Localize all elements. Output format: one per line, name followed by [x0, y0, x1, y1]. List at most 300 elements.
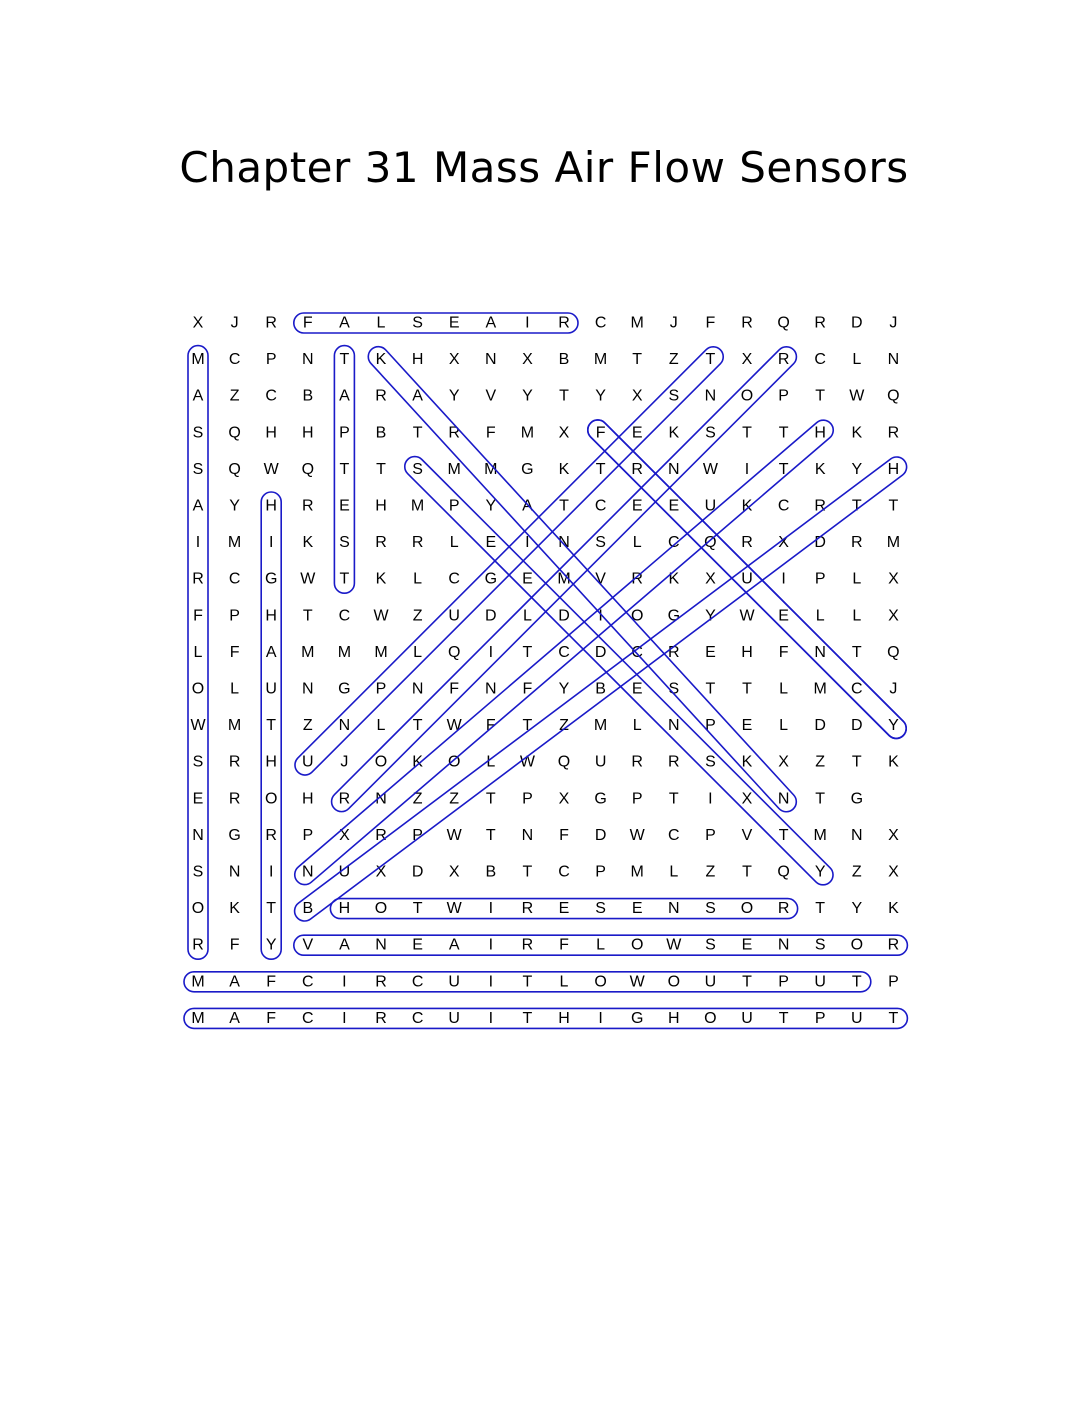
- grid-letter: Z: [229, 387, 240, 405]
- grid-letter: T: [778, 1009, 789, 1027]
- grid-letter: T: [851, 643, 862, 661]
- grid-letter: Q: [301, 460, 315, 478]
- grid-letter: H: [338, 900, 351, 918]
- grid-letter: B: [302, 900, 314, 918]
- grid-letter: S: [668, 387, 680, 405]
- grid-row: [191, 973, 898, 990]
- grid-letter: E: [668, 497, 680, 515]
- grid-letter: E: [631, 424, 643, 442]
- grid-letter: K: [412, 753, 423, 771]
- grid-letter: E: [412, 936, 423, 954]
- grid-letter: E: [522, 570, 533, 588]
- grid-letter: O: [704, 1009, 717, 1027]
- grid-letter: I: [195, 534, 201, 552]
- grid-letter: T: [266, 900, 277, 918]
- grid-letter: U: [704, 497, 717, 515]
- grid-letter: K: [302, 534, 314, 552]
- grid-letter: G: [338, 680, 351, 698]
- grid-letter: A: [229, 973, 240, 991]
- grid-letter: W: [373, 607, 389, 625]
- grid-letter: D: [558, 607, 570, 625]
- grid-letter: O: [740, 900, 754, 918]
- grid-letter: L: [815, 607, 825, 625]
- page-title: Chapter 31 Mass Air Flow Sensors: [179, 143, 909, 192]
- grid-letter: O: [191, 680, 205, 698]
- grid-letter: Z: [851, 863, 862, 881]
- grid-letter: H: [814, 424, 826, 442]
- grid-letter: P: [302, 826, 314, 844]
- grid-letter: C: [265, 387, 277, 405]
- grid-letter: P: [705, 826, 716, 844]
- grid-letter: Z: [412, 790, 423, 808]
- grid-letter: R: [265, 314, 277, 332]
- grid-letter: C: [851, 680, 863, 698]
- grid-letter: P: [339, 424, 350, 442]
- grid-letter: E: [705, 643, 716, 661]
- grid-letter: F: [595, 424, 606, 442]
- grid-letter: N: [302, 863, 314, 881]
- grid-letter: L: [632, 717, 642, 735]
- grid-letter: F: [193, 607, 203, 625]
- grid-letter: Y: [851, 900, 863, 918]
- grid-letter: L: [852, 570, 862, 588]
- grid-letter: Y: [814, 863, 826, 881]
- grid-letter: H: [265, 424, 277, 442]
- grid-letter: R: [668, 753, 680, 771]
- grid-letter: R: [375, 826, 387, 844]
- grid-letter: H: [887, 460, 900, 478]
- grid-letter: F: [229, 643, 240, 661]
- grid-letter: N: [777, 936, 790, 954]
- grid-letter: A: [339, 387, 350, 405]
- grid-letter: E: [631, 900, 643, 918]
- grid-letter: X: [448, 351, 460, 369]
- grid-letter: X: [558, 790, 570, 808]
- grid-letter: X: [888, 570, 899, 588]
- grid-letter: M: [813, 680, 827, 698]
- grid-letter: K: [741, 753, 753, 771]
- grid-letter: I: [488, 1009, 494, 1027]
- grid-letter: W: [300, 570, 316, 588]
- grid-letter: X: [705, 570, 716, 588]
- grid-letter: L: [852, 607, 862, 625]
- grid-letter: D: [594, 826, 607, 844]
- grid-letter: R: [777, 900, 790, 918]
- grid-letter: G: [850, 790, 864, 808]
- grid-letter: M: [227, 534, 242, 552]
- grid-letter: L: [486, 753, 496, 771]
- grid-letter: R: [741, 534, 753, 552]
- grid-letter: K: [814, 460, 826, 478]
- grid-letter: H: [302, 424, 314, 442]
- grid-row: [193, 790, 863, 807]
- grid-letter: J: [669, 314, 678, 332]
- grid-letter: T: [522, 1009, 533, 1027]
- grid-letter: R: [631, 460, 643, 478]
- grid-letter: P: [814, 1009, 826, 1027]
- grid-letter: H: [375, 497, 387, 515]
- grid-letter: W: [263, 460, 279, 478]
- grid-letter: Y: [705, 607, 716, 625]
- grid-letter: F: [559, 826, 569, 844]
- grid-letter: T: [851, 497, 862, 515]
- grid-letter: F: [302, 314, 313, 332]
- grid-letter: T: [522, 717, 533, 735]
- grid-letter: A: [229, 1009, 240, 1027]
- grid-row: [193, 424, 900, 441]
- grid-letter: C: [448, 570, 460, 588]
- grid-letter: O: [447, 753, 461, 771]
- grid-letter: T: [595, 460, 606, 478]
- grid-row: [190, 717, 899, 734]
- grid-letter: C: [594, 314, 607, 332]
- grid-letter: F: [449, 680, 460, 698]
- grid-letter: B: [485, 863, 497, 881]
- grid-letter: B: [595, 680, 606, 698]
- grid-letter: X: [339, 826, 350, 844]
- grid-letter: T: [851, 753, 862, 771]
- grid-letter: T: [302, 607, 313, 625]
- grid-letter: S: [595, 534, 606, 552]
- grid-letter: X: [448, 863, 460, 881]
- grid-letter: T: [485, 826, 496, 844]
- grid-letter: S: [192, 753, 204, 771]
- grid-letter: R: [375, 973, 387, 991]
- grid-letter: O: [630, 936, 644, 954]
- grid-letter: R: [411, 534, 424, 552]
- answer-loop: [291, 343, 728, 780]
- grid-letter: E: [778, 607, 789, 625]
- grid-letter: R: [338, 790, 351, 808]
- grid-letter: I: [598, 607, 603, 625]
- grid-letter: F: [705, 314, 716, 332]
- grid-letter: A: [339, 936, 350, 954]
- grid-letter: K: [558, 460, 570, 478]
- grid-letter: Q: [777, 863, 790, 881]
- grid-letter: C: [228, 570, 241, 588]
- grid-letter: R: [521, 936, 534, 954]
- grid-letter: L: [193, 643, 203, 661]
- grid-row: [193, 607, 899, 624]
- grid-letter: R: [558, 314, 570, 332]
- grid-letter: F: [778, 643, 789, 661]
- grid-row: [191, 351, 899, 368]
- grid-letter: G: [521, 460, 534, 478]
- grid-letter: N: [302, 680, 314, 698]
- grid-letter: S: [192, 460, 204, 478]
- grid-letter: K: [668, 570, 680, 588]
- grid-letter: Z: [815, 753, 826, 771]
- grid-letter: H: [265, 607, 277, 625]
- grid-letter: H: [302, 790, 314, 808]
- grid-letter: C: [814, 351, 826, 369]
- grid-letter: L: [669, 863, 679, 881]
- grid-letter: H: [668, 1009, 680, 1027]
- grid-letter: Q: [887, 643, 900, 661]
- grid-letter: R: [192, 570, 204, 588]
- answer-loop: [401, 452, 838, 889]
- grid-letter: V: [302, 936, 314, 954]
- grid-letter: C: [411, 973, 424, 991]
- grid-letter: C: [558, 863, 570, 881]
- grid-letter: S: [705, 753, 716, 771]
- grid-letter: M: [593, 717, 608, 735]
- grid-letter: N: [485, 351, 497, 369]
- grid-letter: B: [558, 351, 570, 369]
- grid-letter: N: [375, 936, 387, 954]
- grid-letter: T: [412, 424, 423, 442]
- grid-letter: U: [265, 680, 277, 698]
- grid-letter: P: [631, 790, 643, 808]
- grid-letter: W: [849, 387, 865, 405]
- grid-row: [194, 644, 900, 661]
- grid-letter: H: [558, 1009, 570, 1027]
- grid-letter: Q: [777, 314, 790, 332]
- grid-letter: L: [596, 936, 606, 954]
- grid-letter: P: [229, 607, 240, 625]
- letter-grid: [190, 315, 900, 1027]
- grid-letter: M: [374, 643, 388, 661]
- grid-letter: U: [448, 1009, 460, 1027]
- grid-letter: P: [265, 351, 277, 369]
- grid-letter: W: [629, 826, 645, 844]
- grid-letter: R: [631, 570, 643, 588]
- grid-letter: A: [192, 387, 204, 405]
- grid-row: [193, 315, 898, 332]
- grid-letter: T: [339, 351, 350, 369]
- grid-letter: Z: [302, 717, 313, 735]
- grid-letter: Z: [668, 351, 679, 369]
- grid-letter: Q: [447, 643, 461, 661]
- grid-letter: X: [888, 607, 899, 625]
- grid-letter: U: [448, 973, 460, 991]
- grid-letter: T: [742, 863, 752, 881]
- grid-letter: M: [484, 460, 498, 478]
- grid-letter: W: [519, 753, 535, 771]
- grid-letter: C: [302, 973, 314, 991]
- grid-letter: Q: [228, 460, 241, 478]
- grid-letter: R: [228, 790, 241, 808]
- grid-letter: C: [668, 826, 680, 844]
- grid-letter: D: [814, 717, 826, 735]
- grid-letter: S: [412, 314, 423, 332]
- grid-letter: M: [301, 643, 315, 661]
- grid-letter: F: [266, 973, 277, 991]
- grid-letter: L: [779, 717, 789, 735]
- grid-letter: V: [595, 570, 606, 588]
- grid-letter: A: [412, 387, 423, 405]
- grid-letter: W: [190, 717, 206, 735]
- answer-loop: [364, 343, 800, 816]
- grid-letter: R: [302, 497, 314, 515]
- grid-letter: L: [449, 534, 459, 552]
- grid-letter: M: [191, 351, 205, 369]
- grid-letter: W: [446, 717, 462, 735]
- grid-letter: L: [779, 680, 789, 698]
- grid-letter: Y: [851, 460, 863, 478]
- grid-letter: B: [375, 424, 387, 442]
- grid-letter: R: [814, 497, 826, 515]
- grid-letter: T: [339, 570, 350, 588]
- grid-letter: O: [667, 973, 681, 991]
- grid-letter: T: [412, 717, 423, 735]
- grid-letter: M: [630, 863, 644, 881]
- grid-letter: S: [705, 936, 716, 954]
- grid-letter: G: [667, 607, 681, 625]
- grid-letter: L: [376, 717, 386, 735]
- grid-letter: A: [192, 497, 204, 515]
- grid-letter: I: [342, 973, 347, 991]
- grid-letter: N: [558, 534, 570, 552]
- grid-letter: M: [520, 424, 535, 442]
- grid-letter: C: [411, 1009, 424, 1027]
- grid-letter: L: [413, 643, 423, 661]
- grid-letter: I: [525, 314, 530, 332]
- grid-letter: L: [413, 570, 423, 588]
- grid-letter: L: [559, 973, 569, 991]
- grid-letter: K: [851, 424, 863, 442]
- grid-letter: Y: [522, 387, 533, 405]
- grid-letter: E: [448, 314, 460, 332]
- grid-letter: N: [338, 717, 351, 735]
- grid-letter: R: [741, 314, 753, 332]
- grid-letter: R: [668, 643, 680, 661]
- grid-letter: D: [851, 314, 863, 332]
- answer-loop: [184, 1008, 907, 1028]
- grid-letter: T: [668, 790, 679, 808]
- grid-letter: Z: [705, 863, 716, 881]
- grid-letter: T: [632, 351, 643, 369]
- grid-letter: Y: [448, 387, 460, 405]
- answer-loop: [294, 313, 578, 333]
- grid-letter: Z: [449, 790, 460, 808]
- grid-letter: I: [342, 1009, 347, 1027]
- grid-letter: P: [375, 680, 387, 698]
- grid-letter: X: [631, 387, 643, 405]
- grid-letter: W: [702, 460, 718, 478]
- grid-letter: R: [814, 314, 826, 332]
- grid-letter: M: [813, 826, 827, 844]
- grid-letter: K: [375, 570, 387, 588]
- grid-letter: A: [339, 314, 350, 332]
- grid-letter: W: [629, 973, 645, 991]
- grid-letter: A: [265, 643, 277, 661]
- grid-letter: X: [888, 863, 899, 881]
- grid-letter: U: [814, 973, 826, 991]
- grid-letter: U: [302, 753, 314, 771]
- grid-letter: S: [412, 460, 423, 478]
- grid-letter: I: [268, 534, 274, 552]
- grid-letter: N: [887, 351, 900, 369]
- grid-letter: V: [741, 826, 753, 844]
- grid-letter: O: [264, 790, 278, 808]
- grid-letter: O: [374, 900, 388, 918]
- grid-row: [192, 937, 899, 954]
- grid-letter: F: [522, 680, 533, 698]
- grid-letter: G: [264, 570, 278, 588]
- grid-letter: M: [886, 534, 901, 552]
- grid-letter: M: [227, 717, 242, 735]
- grid-letter: X: [558, 424, 570, 442]
- grid-letter: D: [411, 863, 424, 881]
- grid-letter: Y: [485, 497, 497, 515]
- grid-letter: E: [485, 534, 497, 552]
- grid-letter: X: [741, 790, 753, 808]
- grid-letter: B: [302, 387, 314, 405]
- grid-letter: T: [778, 826, 789, 844]
- grid-letter: G: [484, 570, 498, 588]
- grid-letter: A: [448, 936, 460, 954]
- grid-row: [192, 827, 899, 844]
- grid-letter: G: [594, 790, 607, 808]
- grid-letter: I: [744, 460, 750, 478]
- grid-letter: P: [448, 497, 460, 515]
- grid-letter: Q: [704, 534, 717, 552]
- grid-letter: S: [595, 900, 606, 918]
- grid-letter: L: [632, 534, 642, 552]
- grid-letter: T: [485, 790, 496, 808]
- grid-letter: H: [265, 753, 277, 771]
- grid-letter: X: [192, 314, 204, 332]
- grid-letter: T: [559, 497, 569, 515]
- grid-letter: I: [488, 900, 494, 918]
- grid-letter: I: [781, 570, 786, 588]
- grid-letter: N: [704, 387, 717, 405]
- grid-letter: T: [778, 424, 789, 442]
- grid-letter: E: [339, 497, 350, 515]
- grid-letter: W: [739, 607, 755, 625]
- grid-letter: P: [412, 826, 423, 844]
- grid-letter: R: [228, 753, 241, 771]
- grid-letter: C: [302, 1009, 314, 1027]
- grid-letter: Q: [557, 753, 571, 771]
- grid-letter: W: [666, 936, 682, 954]
- grid-letter: E: [631, 680, 643, 698]
- grid-letter: N: [302, 351, 314, 369]
- grid-letter: L: [376, 314, 386, 332]
- grid-letter: I: [488, 973, 494, 991]
- grid-letter: R: [851, 534, 863, 552]
- grid-letter: N: [192, 826, 204, 844]
- grid-letter: M: [557, 570, 571, 588]
- grid-letter: J: [230, 314, 239, 332]
- grid-letter: F: [266, 1009, 277, 1027]
- grid-letter: R: [265, 826, 277, 844]
- grid-letter: O: [594, 973, 607, 991]
- grid-letter: D: [485, 607, 497, 625]
- grid-letter: M: [630, 314, 644, 332]
- grid-row: [192, 571, 899, 588]
- grid-letter: E: [558, 900, 570, 918]
- grid-letter: O: [740, 387, 754, 405]
- grid-letter: K: [229, 900, 240, 918]
- grid-letter: L: [230, 680, 240, 698]
- grid-letter: C: [558, 643, 570, 661]
- grid-letter: T: [815, 900, 826, 918]
- grid-letter: X: [888, 826, 899, 844]
- grid-letter: C: [228, 351, 241, 369]
- grid-letter: C: [777, 497, 790, 515]
- grid-letter: T: [412, 900, 423, 918]
- grid-letter: S: [814, 936, 826, 954]
- grid-letter: Q: [887, 387, 900, 405]
- grid-letter: R: [631, 753, 643, 771]
- grid-letter: O: [191, 900, 205, 918]
- grid-letter: C: [594, 497, 607, 515]
- grid-letter: T: [339, 460, 350, 478]
- grid-letter: P: [888, 973, 899, 991]
- grid-letter: C: [668, 534, 680, 552]
